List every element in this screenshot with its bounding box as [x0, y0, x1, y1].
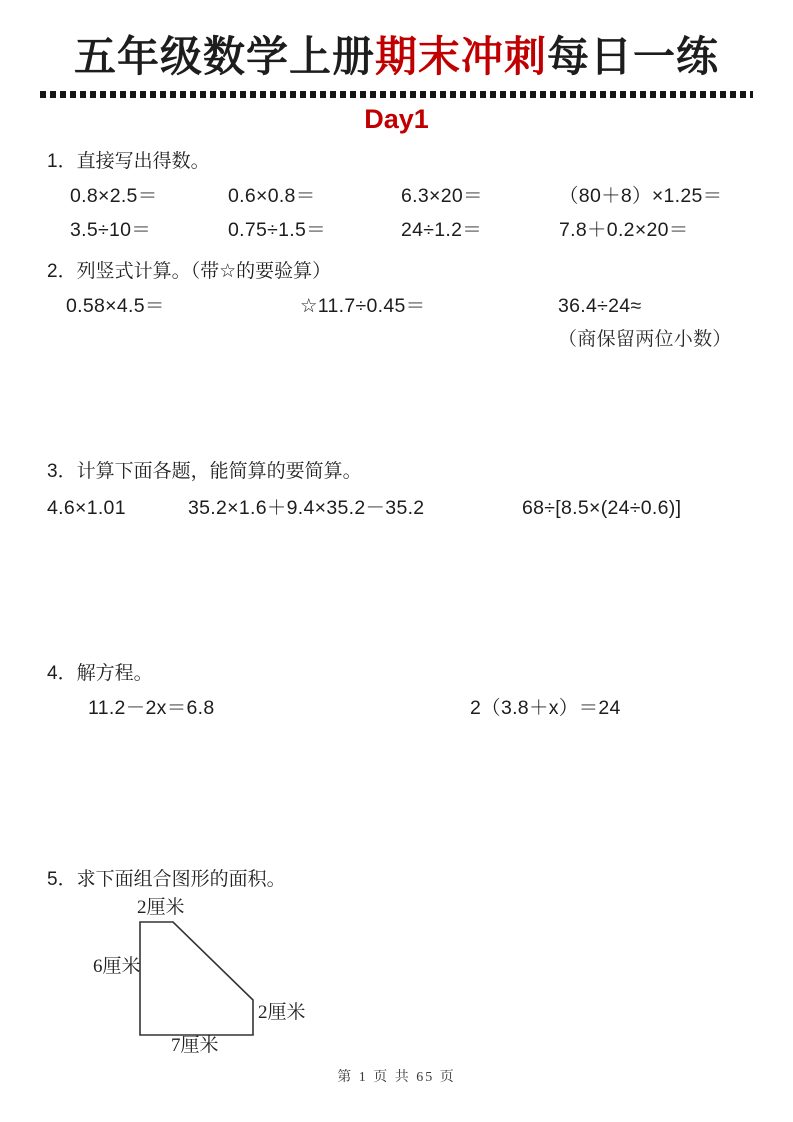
- question-1-label: 1．直接写出得数。: [47, 150, 210, 172]
- math-expression: 24÷1.2＝: [401, 218, 483, 241]
- math-expression-starred: ☆11.7÷0.45＝: [300, 294, 426, 317]
- pentagon-shape: [140, 922, 253, 1035]
- dotted-divider: [40, 91, 753, 98]
- question-3: [0, 459, 793, 521]
- pentagon-shape-svg: [93, 897, 393, 1067]
- dimension-label-top: 2厘米: [137, 896, 185, 918]
- title-part-suffix: 每日一练: [547, 33, 720, 80]
- question-3-row: [0, 495, 793, 521]
- math-expression: （80＋8）×1.25＝: [559, 184, 723, 207]
- question-3-label: 3．计算下面各题，能简算的要简算。: [47, 460, 362, 482]
- title-part-grade: 五年级数学上册: [73, 33, 375, 80]
- math-expression: 0.58×4.5＝: [66, 294, 165, 317]
- math-expression: 0.6×0.8＝: [228, 184, 316, 207]
- title-part-highlight: 期末冲刺: [374, 33, 547, 80]
- math-expression: 7.8＋0.2×20＝: [559, 218, 689, 241]
- question-5: [0, 867, 793, 1067]
- rounding-note: （商保留两位小数）: [558, 328, 732, 350]
- math-expression: 35.2×1.6＋9.4×35.2－35.2: [188, 496, 425, 519]
- day-label: Day1: [364, 103, 429, 134]
- math-expression: 0.75÷1.5＝: [228, 218, 326, 241]
- question-4-label: 4．解方程。: [47, 662, 153, 684]
- dimension-label-left: 6厘米: [93, 955, 141, 977]
- question-4: [0, 661, 793, 721]
- question-5-label: 5．求下面组合图形的面积。: [47, 868, 286, 890]
- question-1-row-2: [0, 217, 793, 243]
- dimension-label-bottom: 7厘米: [171, 1034, 219, 1056]
- page-footer: 第 1 页 共 65 页: [337, 1070, 456, 1085]
- question-2: [0, 259, 793, 353]
- question-1-row-1: [0, 183, 793, 209]
- math-expression: 3.5÷10＝: [70, 218, 152, 241]
- equation: 11.2－2x＝6.8: [88, 696, 215, 719]
- question-2-row: [0, 293, 793, 353]
- composite-shape-figure: [93, 897, 393, 1067]
- math-expression: 68÷[8.5×(24÷0.6)]: [522, 496, 682, 519]
- math-expression-with-note: [558, 293, 732, 353]
- math-expression: 4.6×1.01: [47, 496, 126, 519]
- question-1: [0, 149, 793, 243]
- equation: 2（3.8＋x）＝24: [470, 696, 621, 719]
- question-2-label: 2．列竖式计算。（带☆的要验算）: [47, 260, 332, 282]
- math-expression: 6.3×20＝: [401, 184, 483, 207]
- math-expression: 0.8×2.5＝: [70, 184, 158, 207]
- dimension-label-right: 2厘米: [258, 1001, 306, 1023]
- question-4-row: [0, 695, 793, 721]
- math-expression: 36.4÷24≈: [558, 294, 642, 317]
- page-title: [0, 0, 793, 85]
